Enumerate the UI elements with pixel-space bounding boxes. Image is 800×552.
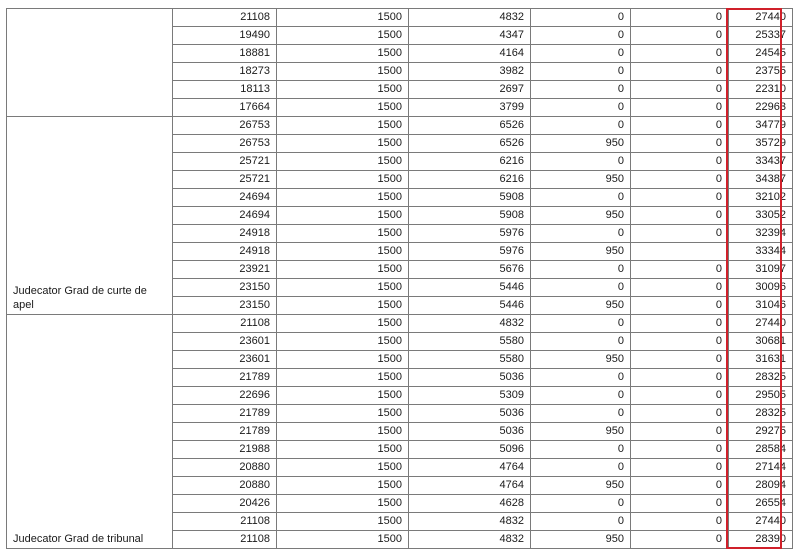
bonus-cell: 1500	[277, 9, 409, 27]
bonus-cell: 1500	[277, 513, 409, 531]
col6-cell: 0	[631, 9, 729, 27]
allowance-cell: 6216	[409, 171, 531, 189]
spor-950-cell: 0	[531, 387, 631, 405]
bonus-cell: 1500	[277, 207, 409, 225]
col6-cell: 0	[631, 423, 729, 441]
spor-950-cell: 0	[531, 225, 631, 243]
table-body	[7, 9, 793, 549]
bonus-cell: 1500	[277, 81, 409, 99]
total-cell: 30096	[729, 279, 793, 297]
allowance-cell: 4832	[409, 513, 531, 531]
allowance-cell: 5096	[409, 441, 531, 459]
col6-cell: 0	[631, 405, 729, 423]
total-cell: 32102	[729, 189, 793, 207]
base-salary-cell: 23601	[173, 351, 277, 369]
spor-950-cell: 0	[531, 189, 631, 207]
total-cell: 22963	[729, 99, 793, 117]
bonus-cell: 1500	[277, 135, 409, 153]
salary-table-scan	[6, 8, 792, 548]
base-salary-cell: 21789	[173, 423, 277, 441]
total-cell: 28325	[729, 405, 793, 423]
allowance-cell: 5908	[409, 207, 531, 225]
total-cell: 31046	[729, 297, 793, 315]
base-salary-cell: 26753	[173, 135, 277, 153]
col6-cell: 0	[631, 459, 729, 477]
base-salary-cell: 20880	[173, 459, 277, 477]
col6-cell: 0	[631, 315, 729, 333]
col6-cell: 0	[631, 279, 729, 297]
spor-950-cell: 950	[531, 207, 631, 225]
total-cell: 27440	[729, 9, 793, 27]
spor-950-cell: 0	[531, 81, 631, 99]
base-salary-cell: 21108	[173, 9, 277, 27]
spor-950-cell: 950	[531, 423, 631, 441]
col6-cell: 0	[631, 477, 729, 495]
base-salary-cell: 21108	[173, 513, 277, 531]
base-salary-cell: 24918	[173, 225, 277, 243]
base-salary-cell: 17664	[173, 99, 277, 117]
spor-950-cell: 0	[531, 315, 631, 333]
total-cell: 32394	[729, 225, 793, 243]
bonus-cell: 1500	[277, 279, 409, 297]
salary-table	[6, 8, 793, 549]
total-cell: 34387	[729, 171, 793, 189]
base-salary-cell: 21789	[173, 405, 277, 423]
total-cell: 29505	[729, 387, 793, 405]
total-cell: 28584	[729, 441, 793, 459]
col6-cell: 0	[631, 27, 729, 45]
allowance-cell: 6216	[409, 153, 531, 171]
total-cell: 27440	[729, 513, 793, 531]
total-cell: 22310	[729, 81, 793, 99]
spor-950-cell: 0	[531, 405, 631, 423]
allowance-cell: 5908	[409, 189, 531, 207]
total-cell: 25337	[729, 27, 793, 45]
base-salary-cell: 20880	[173, 477, 277, 495]
total-cell: 29275	[729, 423, 793, 441]
base-salary-cell: 25721	[173, 153, 277, 171]
col6-cell: 0	[631, 351, 729, 369]
bonus-cell: 1500	[277, 27, 409, 45]
base-salary-cell: 21108	[173, 531, 277, 549]
table-row	[7, 117, 793, 135]
col6-cell: 0	[631, 261, 729, 279]
bonus-cell: 1500	[277, 459, 409, 477]
bonus-cell: 1500	[277, 189, 409, 207]
bonus-cell: 1500	[277, 387, 409, 405]
spor-950-cell: 0	[531, 63, 631, 81]
col6-cell: 0	[631, 117, 729, 135]
allowance-cell: 6526	[409, 117, 531, 135]
spor-950-cell: 0	[531, 441, 631, 459]
base-salary-cell: 21988	[173, 441, 277, 459]
total-cell: 27440	[729, 315, 793, 333]
col6-cell: 0	[631, 531, 729, 549]
bonus-cell: 1500	[277, 351, 409, 369]
spor-950-cell: 0	[531, 513, 631, 531]
group-label: Judecator Grad de curte de apel	[7, 117, 173, 315]
spor-950-cell: 0	[531, 261, 631, 279]
table-row	[7, 315, 793, 333]
col6-cell: 0	[631, 297, 729, 315]
base-salary-cell: 20426	[173, 495, 277, 513]
spor-950-cell: 950	[531, 243, 631, 261]
total-cell: 28325	[729, 369, 793, 387]
bonus-cell: 1500	[277, 495, 409, 513]
base-salary-cell: 21789	[173, 369, 277, 387]
bonus-cell: 1500	[277, 315, 409, 333]
base-salary-cell: 19490	[173, 27, 277, 45]
allowance-cell: 5446	[409, 297, 531, 315]
col6-cell: 0	[631, 387, 729, 405]
allowance-cell: 5976	[409, 225, 531, 243]
allowance-cell: 4764	[409, 477, 531, 495]
bonus-cell: 1500	[277, 333, 409, 351]
bonus-cell: 1500	[277, 45, 409, 63]
col6-cell: 0	[631, 225, 729, 243]
base-salary-cell: 23150	[173, 279, 277, 297]
bonus-cell: 1500	[277, 531, 409, 549]
base-salary-cell: 23921	[173, 261, 277, 279]
allowance-cell: 5976	[409, 243, 531, 261]
bonus-cell: 1500	[277, 261, 409, 279]
spor-950-cell: 950	[531, 351, 631, 369]
bonus-cell: 1500	[277, 369, 409, 387]
allowance-cell: 3799	[409, 99, 531, 117]
allowance-cell: 5446	[409, 279, 531, 297]
bonus-cell: 1500	[277, 477, 409, 495]
allowance-cell: 5580	[409, 351, 531, 369]
allowance-cell: 5676	[409, 261, 531, 279]
total-cell: 26554	[729, 495, 793, 513]
base-salary-cell: 24694	[173, 189, 277, 207]
spor-950-cell: 0	[531, 459, 631, 477]
spor-950-cell: 0	[531, 153, 631, 171]
col6-cell: 0	[631, 171, 729, 189]
bonus-cell: 1500	[277, 225, 409, 243]
total-cell: 28094	[729, 477, 793, 495]
allowance-cell: 4832	[409, 9, 531, 27]
spor-950-cell: 950	[531, 171, 631, 189]
total-cell: 31631	[729, 351, 793, 369]
spor-950-cell: 0	[531, 369, 631, 387]
base-salary-cell: 25721	[173, 171, 277, 189]
spor-950-cell: 950	[531, 297, 631, 315]
total-cell: 24545	[729, 45, 793, 63]
col6-cell: 0	[631, 207, 729, 225]
col6-cell: 0	[631, 63, 729, 81]
base-salary-cell: 18881	[173, 45, 277, 63]
spor-950-cell: 950	[531, 477, 631, 495]
bonus-cell: 1500	[277, 153, 409, 171]
allowance-cell: 5036	[409, 405, 531, 423]
base-salary-cell: 26753	[173, 117, 277, 135]
total-cell: 28390	[729, 531, 793, 549]
base-salary-cell: 24694	[173, 207, 277, 225]
spor-950-cell: 0	[531, 45, 631, 63]
allowance-cell: 4764	[409, 459, 531, 477]
total-cell: 27144	[729, 459, 793, 477]
col6-cell: 0	[631, 99, 729, 117]
spor-950-cell: 0	[531, 9, 631, 27]
base-salary-cell: 21108	[173, 315, 277, 333]
col6-cell: 0	[631, 513, 729, 531]
allowance-cell: 5580	[409, 333, 531, 351]
table-row	[7, 9, 793, 27]
bonus-cell: 1500	[277, 117, 409, 135]
allowance-cell: 5036	[409, 369, 531, 387]
allowance-cell: 4628	[409, 495, 531, 513]
allowance-cell: 2697	[409, 81, 531, 99]
total-cell: 31097	[729, 261, 793, 279]
spor-950-cell: 0	[531, 495, 631, 513]
bonus-cell: 1500	[277, 405, 409, 423]
col6-cell: 0	[631, 189, 729, 207]
spor-950-cell: 0	[531, 27, 631, 45]
group-label: Judecator Grad de tribunal	[7, 315, 173, 549]
bonus-cell: 1500	[277, 99, 409, 117]
col6-cell: 0	[631, 333, 729, 351]
col6-cell: 0	[631, 369, 729, 387]
spor-950-cell: 0	[531, 117, 631, 135]
col6-cell: 0	[631, 153, 729, 171]
spor-950-cell: 0	[531, 279, 631, 297]
base-salary-cell: 18113	[173, 81, 277, 99]
total-cell: 23755	[729, 63, 793, 81]
spor-950-cell: 950	[531, 531, 631, 549]
col6-cell: 0	[631, 441, 729, 459]
allowance-cell: 4832	[409, 315, 531, 333]
allowance-cell: 5036	[409, 423, 531, 441]
col6-cell	[631, 243, 729, 261]
allowance-cell: 4164	[409, 45, 531, 63]
allowance-cell: 4832	[409, 531, 531, 549]
total-cell: 34779	[729, 117, 793, 135]
bonus-cell: 1500	[277, 63, 409, 81]
total-cell: 33437	[729, 153, 793, 171]
allowance-cell: 6526	[409, 135, 531, 153]
total-cell: 30681	[729, 333, 793, 351]
col6-cell: 0	[631, 495, 729, 513]
group-label	[7, 9, 173, 117]
total-cell: 33344	[729, 243, 793, 261]
spor-950-cell: 0	[531, 333, 631, 351]
bonus-cell: 1500	[277, 171, 409, 189]
allowance-cell: 3982	[409, 63, 531, 81]
total-cell: 33052	[729, 207, 793, 225]
bonus-cell: 1500	[277, 243, 409, 261]
spor-950-cell: 0	[531, 99, 631, 117]
base-salary-cell: 22696	[173, 387, 277, 405]
allowance-cell: 5309	[409, 387, 531, 405]
total-cell: 35729	[729, 135, 793, 153]
base-salary-cell: 23150	[173, 297, 277, 315]
col6-cell: 0	[631, 45, 729, 63]
col6-cell: 0	[631, 81, 729, 99]
bonus-cell: 1500	[277, 441, 409, 459]
col6-cell: 0	[631, 135, 729, 153]
allowance-cell: 4347	[409, 27, 531, 45]
base-salary-cell: 24918	[173, 243, 277, 261]
base-salary-cell: 18273	[173, 63, 277, 81]
base-salary-cell: 23601	[173, 333, 277, 351]
bonus-cell: 1500	[277, 423, 409, 441]
spor-950-cell: 950	[531, 135, 631, 153]
bonus-cell: 1500	[277, 297, 409, 315]
